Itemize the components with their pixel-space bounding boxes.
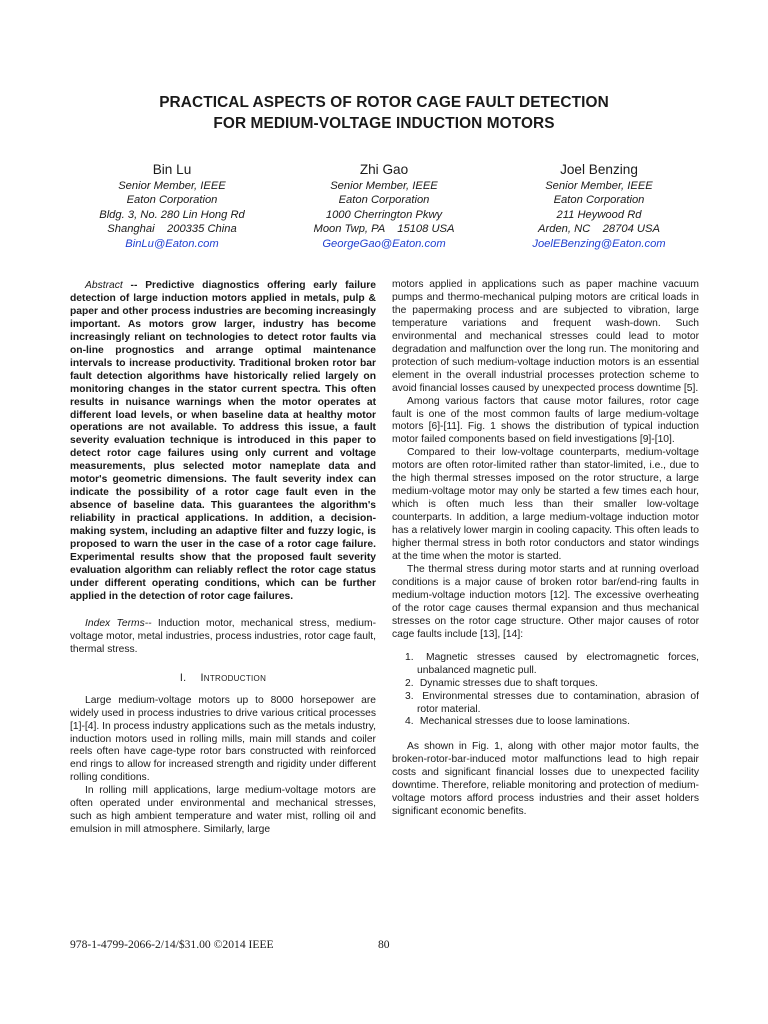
- author-org: Eaton Corporation: [126, 194, 218, 207]
- section-heading-introduction: [70, 672, 376, 685]
- author-block-1: [52, 160, 292, 251]
- author-address: Bldg. 3, No. 280 Lin Hong Rd: [99, 208, 245, 221]
- author-name: Bin Lu: [152, 162, 192, 177]
- list-text: Dynamic stresses due to shaft torques.: [419, 677, 598, 689]
- abstract: [70, 280, 376, 604]
- author-name: Zhi Gao: [359, 162, 409, 177]
- author-email-link[interactable]: GeorgeGao@Eaton.com: [322, 237, 446, 250]
- author-title: Senior Member, IEEE: [330, 180, 438, 192]
- author-city: Shanghai 200335 China: [107, 223, 237, 236]
- section-title: Introduction: [200, 671, 267, 684]
- list-number: 4.: [405, 716, 414, 728]
- author-email-link[interactable]: BinLu@Eaton.com: [125, 237, 219, 250]
- footer-copyright: 978-1-4799-2066-2/14/$31.00 ©2014 IEEE: [70, 938, 274, 951]
- author-address: 211 Heywood Rd: [556, 208, 642, 221]
- paragraph: As shown in Fig. 1, along with other major motor faults, the broken-rotor-bar-induced motor malfunctions lead to high repair costs and significant financial losses due to unexpected facility downtime. Therefore, reliable monitoring and protection of medium-voltage motors afford process industries and their asset holders significant economic benefits.: [392, 741, 699, 818]
- index-terms-label: Index Terms--: [85, 617, 152, 629]
- list-number: 3.: [405, 690, 414, 702]
- author-email-link[interactable]: JoelEBenzing@Eaton.com: [532, 237, 666, 250]
- paragraph: Compared to their low-voltage counterparts, medium-voltage motors are often rotor-limited rather than stator-limited, i.e., due to the high thermal stresses imposed on the rotor structure, a large medium-voltage motor may only be started a few times each hour, which is often much less than their smaller low-voltage counterparts. In addition, a large medium-voltage induction motor has a relatively lower margin in cooling capacity. This often leads to higher thermal stress in both rotor conductors and stator windings at the time when the motor is started.: [392, 447, 699, 563]
- author-name: Joel Benzing: [560, 162, 638, 177]
- causes-list: [392, 652, 699, 730]
- author-title: Senior Member, IEEE: [545, 180, 653, 192]
- list-item: [392, 691, 699, 717]
- abstract-label: Abstract: [85, 280, 123, 291]
- section-number: I.: [179, 671, 187, 684]
- list-number: 1.: [405, 651, 414, 663]
- title-line-2: FOR MEDIUM-VOLTAGE INDUCTION MOTORS: [213, 115, 555, 132]
- page-number: 80: [378, 938, 390, 951]
- author-block-2: [264, 160, 504, 251]
- author-address: 1000 Cherrington Pkwy: [325, 208, 443, 221]
- paragraph: Large medium-voltage motors up to 8000 horsepower are widely used in process industries to drive various critical processes [1]-[4]. In process industry applications such as the metals industry, induction motors used in rolling mills, main mill stands and coiler reels often have cage-type rotor bars constructed with reinforced end rings to allow for increased strength and rigidity under different rolling conditions.: [70, 694, 376, 784]
- paragraph: The thermal stress during motor starts and at running overload conditions is a major cause of broken rotor bar/end-ring faults in medium-voltage induction motors [12]. The excessive overheating of the rotor cage causes thermal expansion and thus mechanical stresses on the rotor cage structure. Other major causes of rotor cage faults include [13], [14]:: [392, 563, 699, 640]
- author-org: Eaton Corporation: [338, 194, 430, 207]
- left-column: [70, 280, 376, 837]
- paragraph: Among various factors that cause motor failures, rotor cage fault is one of the most common faults of large medium-voltage motors [6]-[11]. Fig. 1 shows the distribution of typical induction motor failed components based on field investigations [9]-[10].: [392, 395, 699, 446]
- abstract-text: -- Predictive diagnostics offering early failure detection of large induction motors applied in metals, pulp & paper and other process industries are becoming increasingly important. As motors grow larger, industry has become increasingly reliant on technologies to detect rotor faults via on-line prognostics and arrange optimal maintenance intervals to increase productivity. Traditional broken rotor bar fault detection algorithms have historically relied largely on monitoring changes in the stator current spectra. This often results in nuisance warnings when the motor operates at different load levels, or when baseline data at healthy motor operations are not available. To address this issue, a fault severity evaluation technique is introduced in this paper to detect rotor cage failures using only current and voltage measurements, plus selected motor nameplate data and motor's geometric dimensions. The fault severity index can indicate the possibility of a rotor cage fault even in the absence of baseline data. This guarantees the algorithm's reliability in practical applications. In addition, a decision-making system, including an adaptive filter and fuzzy logic, is proposed to warn the user in the case of a rotor cage failure. Experimental results show that the proposed fault severity evaluation algorithm can reliably reflect the rotor cage status under different operating conditions, which can be further applied in the detection of rotor cage failures.: [70, 280, 376, 602]
- list-item: [392, 678, 699, 691]
- index-terms: [70, 618, 376, 657]
- author-city: Arden, NC 28704 USA: [538, 223, 660, 236]
- list-text: Environmental stresses due to contamination, abrasion of rotor material.: [417, 690, 699, 715]
- list-item: [392, 716, 699, 729]
- author-title: Senior Member, IEEE: [118, 180, 226, 192]
- author-block-3: [479, 160, 719, 251]
- right-column: [392, 279, 699, 819]
- title-line-1: PRACTICAL ASPECTS OF ROTOR CAGE FAULT DETECTION: [159, 94, 609, 111]
- paragraph: In rolling mill applications, large medium-voltage motors are often operated under environmental and mechanical stresses, such as high ambient temperature and water mist, rolling oil and emulsion in mill atmosphere. Similarly, large: [70, 785, 376, 836]
- list-number: 2.: [405, 677, 414, 689]
- paper-title: [0, 92, 768, 134]
- author-org: Eaton Corporation: [553, 194, 645, 207]
- list-item: [392, 652, 699, 678]
- list-text: Mechanical stresses due to loose laminations.: [419, 716, 630, 728]
- list-text: Magnetic stresses caused by electromagnetic forces, unbalanced magnetic pull.: [417, 651, 699, 676]
- paragraph: motors applied in applications such as paper machine vacuum pumps and thermo-mechanical pulping motors are critical loads in the papermaking process and are subjected to vibration, large temperature variations and frequent wash-down. Such environmental and mechanical stresses could lead to motor degradation and malfunction over the long run. The monitoring and protection of such medium-voltage induction motors is an essential element in the overall industrial processes protection scheme to avoid financial losses caused by unexpected process downtime [5].: [392, 279, 699, 394]
- index-terms-text: Induction motor, mechanical stress, medium-voltage motor, metal industries, process industries, rotor cage fault, thermal stress.: [70, 617, 376, 655]
- author-city: Moon Twp, PA 15108 USA: [313, 223, 455, 236]
